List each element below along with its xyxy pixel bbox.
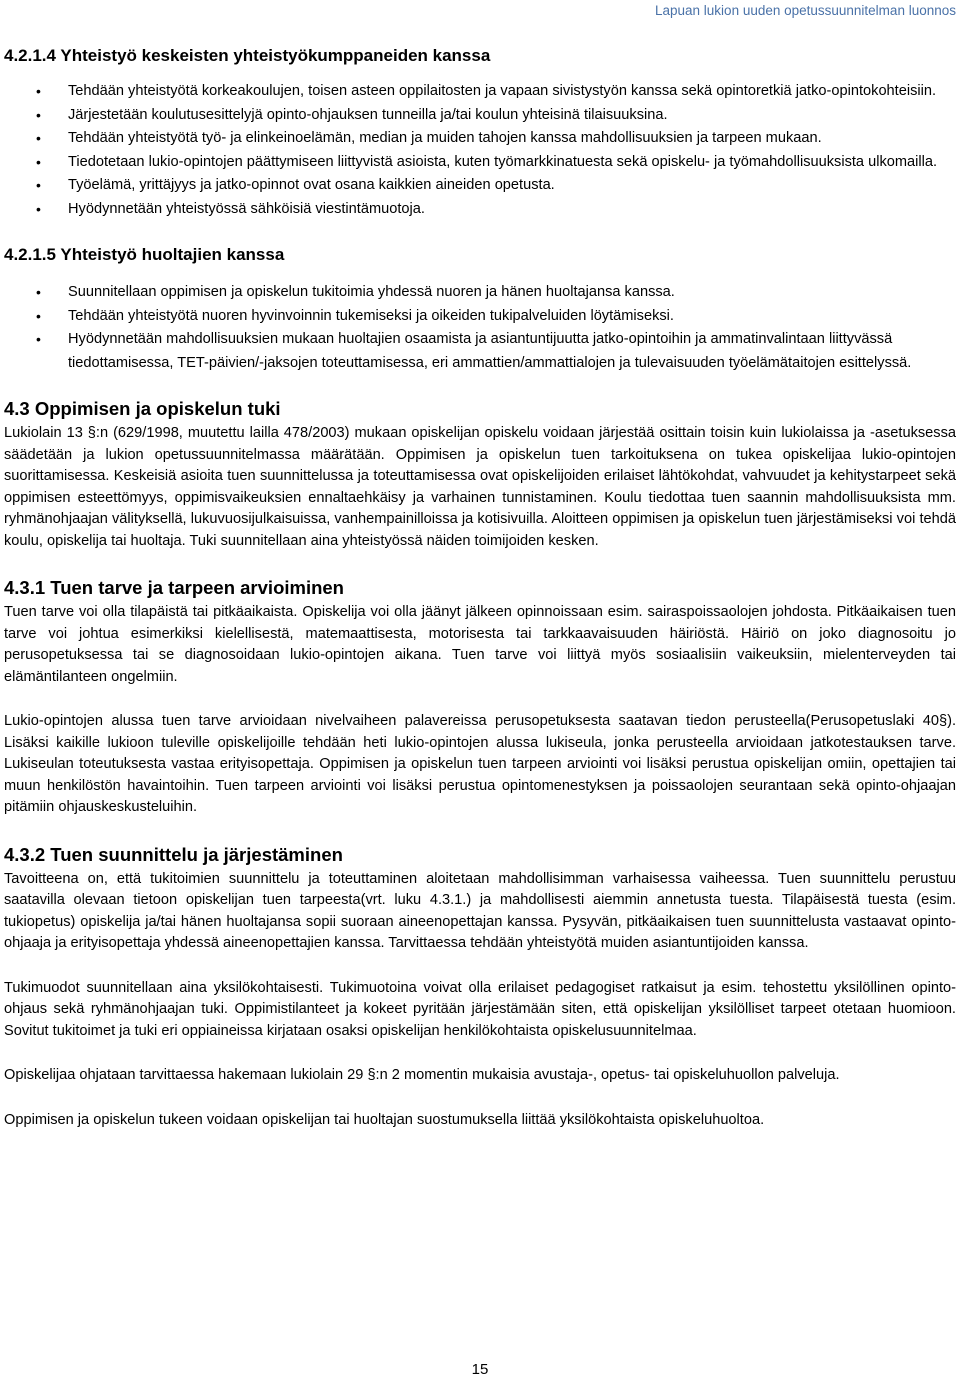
page-number: 15 — [471, 1361, 489, 1378]
paragraph: Opiskelijaa ohjataan tarvittaessa hakemaan lukiolain 29 §:n 2 momentin mukaisia avustaja-, opetus- tai opiskeluhuollon palveluja. — [4, 1067, 840, 1083]
bullet-icon: • — [36, 307, 41, 324]
bullet-icon: • — [36, 130, 41, 146]
list-item: • Tehdään yhteistyötä työ- ja elinkeinoelämän, median ja muiden tahojen kanssa mahdollisuuksien ja tarpeen mukaan. — [4, 127, 956, 151]
list-item: • Suunnitellaan oppimisen ja opiskelun tukitoimia yhdessä nuoren ja hänen huoltajansa kanssa. — [4, 281, 956, 305]
list-item: • Tiedotetaan lukio-opintojen päättymiseen liittyvistä asioista, kuten työmarkkinatuesta sekä opiskelu- ja työmahdollisuuksista ulkomailla. — [4, 151, 956, 175]
bullet-icon: • — [36, 177, 41, 193]
heading-4-3-2: 4.3.2 Tuen suunnittelu ja järjestäminen — [4, 843, 343, 865]
page-content — [4, 44, 956, 1131]
heading-4-3-1: 4.3.1 Tuen tarve ja tarpeen arvioiminen — [4, 577, 344, 598]
list-item: • Hyödynnetään yhteistyössä sähköisiä viestintämuotoja. — [4, 198, 956, 222]
bullet-icon: • — [36, 200, 41, 217]
paragraph: Lukio-opintojen alussa tuen tarve arvioidaan nivelvaiheen palavereissa perusopetuksesta saatavan tiedon perusteella(Perusopetuslaki 40§). Lisäksi kaikille lukioon tuleville opiskelijoille tehdään heti lukio-opintojen alussa lukiseula, jonka perusteella arvioidaan jatkotestauksen tarve. Lukiseulan toteutuksesta vastaa erityisopettaja. Oppimisen ja opiskelun tuen tarpeen arviointi voi lisäksi perustua opiskelijan omiin, opettajien tai muun henkilöstön havaintoihin. Tuen tarpeen arviointi voi lisäksi perustua opintomenestyksen ja poissaolojen seurantaan sekä opinto-ohjaajan pitämiin ohjauskeskusteluihin. — [4, 713, 956, 815]
bullet-icon: • — [36, 153, 41, 170]
list-item: • Järjestetään koulutusesittelyjä opinto-ohjauksen tunneilla ja/tai koulun yhteisinä tilaisuuksina. — [4, 104, 956, 128]
paragraph: Tuen tarve voi olla tilapäistä tai pitkäaikaista. Opiskelija voi olla jäänyt jälkeen opinnoissaan esim. sairaspoissaolojen johdosta. Pitkäaikaisen tuen tarve voi johtua esimerkiksi kielellisestä, matemaattisesta, motorisesta tai tarkkaavaisuuden häiriöstä. Häiriö on joko diagnosoitu jo perusopetuksessa tai se diagnosoidaan lukio-opintojen aikana. Tuen tarve voi liittyä myös sosiaalisiin vaikeuksiin, mielenterveyden tai elämäntilanteen ongelmiin. — [4, 604, 956, 685]
list-item: • Hyödynnetään mahdollisuuksien mukaan huoltajien osaamista ja asiantuntijuutta jatko-opintoihin ja ammatinvalintaan liittyvässä tiedottamisessa, TET-päivien/-jaksojen toteuttamisessa, eri ammattien/ammattialojen ja tulevaisuuden työelämätaitojen esittelyssä. — [4, 328, 956, 375]
paragraph: Tavoitteena on, että tukitoimien suunnittelu ja toteuttaminen aloitetaan mahdollisimman varhaisessa vaiheessa. Tuen suunnittelu perustuu saatavilla olevaan tietoon opiskelijan tuen tarpeesta(vrt. luku 4.3.1.) ja mahdollisesti aiemmin annetusta tuesta. Tilapäisestä tuesta (esim. tukiopetus) opiskelija ja/tai hänen huoltajansa sopii suoraan aineenopettajan kanssa. Pysyvän, pitkäaikaisen tuen suunnittelusta vastaavat opinto-ohjaaja ja erityisopettaja yhdessä aineenopettajien kanssa. Tarvittaessa tehdään yhteistyötä muiden asiantuntijoiden kanssa. — [4, 870, 956, 951]
list-item: • Tehdään yhteistyötä korkeakoulujen, toisen asteen oppilaitosten ja vapaan sivistystyön kanssa sekä opintoretkiä jatko-opintokohteisiin. — [4, 80, 956, 104]
paragraph: Oppimisen ja opiskelun tukeen voidaan opiskelijan tai huoltajan suostumuksella liittää yksilökohtaista opiskeluhuoltoa. — [4, 1111, 765, 1128]
bullet-list-partners — [4, 80, 956, 221]
heading-4-3: 4.3 Oppimisen ja opiskelun tuki — [4, 398, 281, 419]
bullet-list-guardians — [4, 281, 956, 375]
bullet-icon: • — [36, 83, 41, 99]
bullet-icon: • — [36, 284, 41, 300]
document-header: Lapuan lukion uuden opetussuunnitelman luonnos — [655, 3, 956, 18]
paragraph: Tukimuodot suunnitellaan aina yksilökohtaisesti. Tukimuotoina voivat olla erilaiset pedagogiset ratkaisut ja esim. tehostettu yksilöllinen opinto-ohjaus sekä ryhmänohjaajan tuki. Oppimistilanteet ja kokeet pyritään järjestämään siten, että opiskelijan yksilölliset tarpeet otetaan huomioon. Sovitut tukitoimet ja tuki eri oppiaineissa kirjataan osaksi opiskelijan henkilökohtaista opiskelusuunnitelmaa. — [4, 979, 956, 1039]
bullet-icon: • — [36, 106, 41, 123]
list-item: • Työelämä, yrittäjyys ja jatko-opinnot ovat osana kaikkien aineiden opetusta. — [4, 174, 956, 198]
paragraph: Lukiolain 13 §:n (629/1998, muutettu lailla 478/2003) mukaan opiskelijan opiskelu voidaan järjestää osittain toisin kuin lukiolaissa ja -asetuksessa säädetään ja lukion opetussuunnitelmassa määrätään. Oppimisen ja opiskelun tuen tarkoituksena on tukea opiskelijaa lukio-opintojen suorittamisessa. Keskeisiä asioita tuen suunnittelussa ja toteuttamisessa ovat opiskelijoiden erilaiset lähtökohdat, vahvuudet ja kehitystarpeet sekä oppimisen esteettömyys, oppimisvaikeuksien ennaltaehkäisy ja varhainen tunnistaminen. Koulu tiedottaa tuen saannin mahdollisuuksista mm. ryhmänohjaajan välityksellä, lukuvuosijulkaisuissa, vanhempainilloissa ja kotisivuilla. Aloitteen oppimisen ja opiskelun tuen järjestämiseksi voi tehdä koulu, opiskelija tai huoltaja. Tuki suunnitellaan aina yhteistyössä näiden toimijoiden kesken. — [4, 425, 956, 549]
heading-4-2-1-5: 4.2.1.5 Yhteistyö huoltajien kanssa — [4, 245, 285, 264]
list-item: • Tehdään yhteistyötä nuoren hyvinvoinnin tukemiseksi ja oikeiden tukipalveluiden löytämiseksi. — [4, 305, 956, 329]
heading-4-2-1-4: 4.2.1.4 Yhteistyö keskeisten yhteistyökumppaneiden kanssa — [4, 46, 491, 65]
bullet-icon: • — [36, 331, 41, 347]
